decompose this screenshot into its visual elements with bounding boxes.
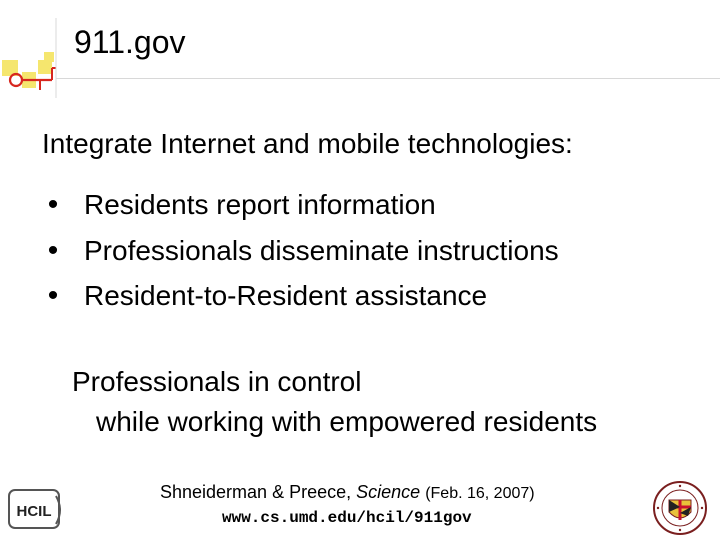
citation-date: (Feb. 16, 2007) — [425, 485, 535, 502]
list-item — [40, 185, 559, 231]
bullet-text: Residents report information — [84, 189, 436, 220]
citation-journal: Science — [356, 482, 421, 502]
slide-title: 911.gov — [74, 24, 186, 60]
project-url: www.cs.umd.edu/hcil/911gov — [222, 509, 472, 527]
control-statement — [72, 362, 597, 442]
bullet-list — [40, 185, 559, 322]
hcil-logo-icon — [8, 488, 64, 532]
citation-authors: Shneiderman & Preece, — [160, 482, 352, 502]
university-seal-icon — [652, 480, 708, 536]
bullet-text: Resident-to-Resident assistance — [84, 280, 488, 311]
bullet-text: Professionals disseminate instructions — [84, 234, 559, 266]
bullet-icon: • — [47, 279, 59, 312]
title-divider — [56, 78, 720, 79]
bullet-icon: • — [47, 188, 59, 221]
control-line-1: Professionals in control — [72, 366, 362, 397]
list-item — [40, 276, 559, 322]
citation — [160, 480, 580, 506]
control-line-2: while working with empowered residents — [96, 406, 598, 437]
intro-text: Integrate Internet and mobile technologies: — [42, 128, 573, 159]
hcil-logo-text: HCIL — [16, 503, 52, 520]
list-item — [40, 231, 559, 277]
bullet-icon: • — [47, 233, 59, 267]
